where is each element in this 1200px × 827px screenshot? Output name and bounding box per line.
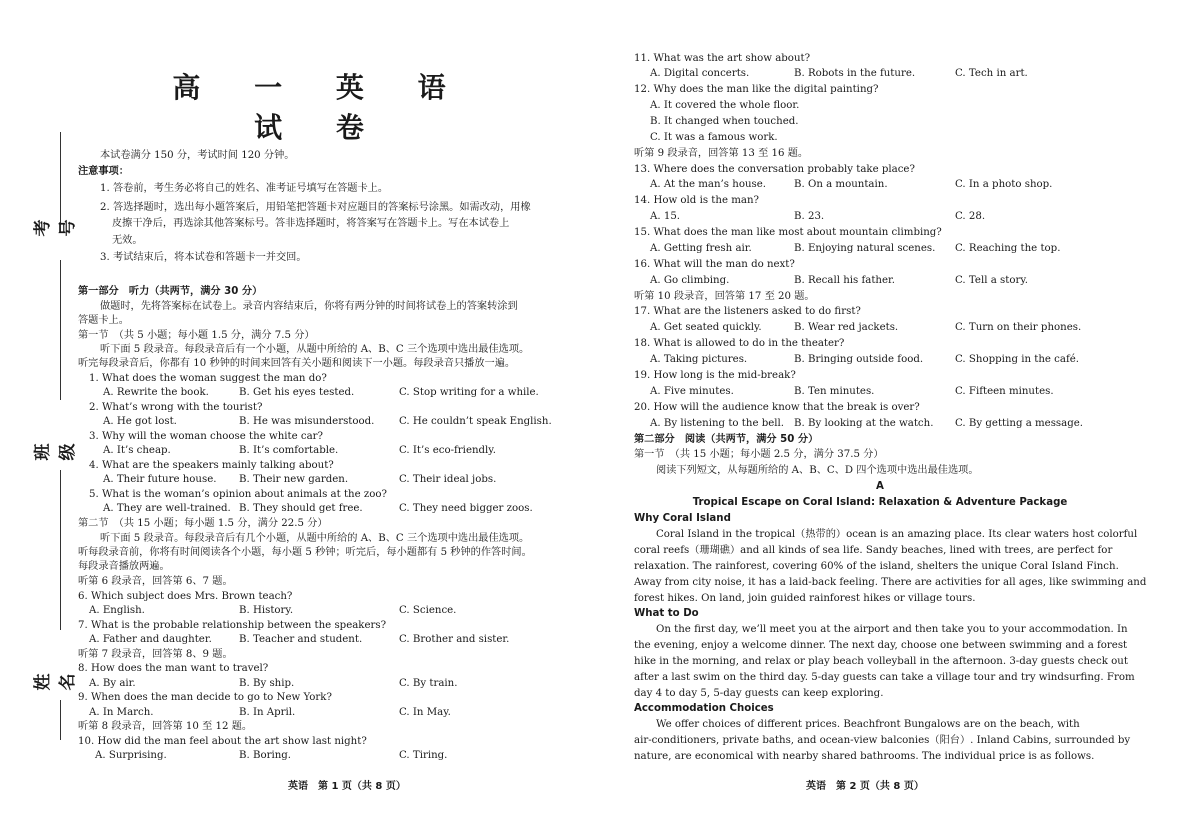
- option-a: A. Taking pictures.: [650, 354, 748, 365]
- paragraph-line: the evening, enjoy a welcome dinner. The next day, choose one between swimming and a forest: [634, 640, 1128, 651]
- option-b: B. Get his eyes tested.: [239, 387, 355, 398]
- notice-line: 皮擦干净后，再选涂其他答案标号。答非选择题时，将答案写在答题卡上。写在本试卷上: [112, 218, 510, 229]
- option-c: C. In a photo shop.: [955, 179, 1053, 190]
- question-15: 15. What does the man like most about mountain climbing?: [634, 227, 942, 238]
- question-19: 19. How long is the mid-break?: [634, 370, 796, 381]
- option-c: C. Tiring.: [399, 750, 448, 761]
- passage-title: Tropical Escape on Coral Island: Relaxation & Adventure Package: [692, 497, 1068, 508]
- binding-line: [60, 260, 61, 400]
- todo-heading: What to Do: [634, 608, 699, 619]
- question-7: 7. What is the probable relationship between the speakers?: [78, 620, 387, 631]
- question-20: 20. How will the audience know that the break is over?: [634, 402, 920, 413]
- option-a: A. English.: [89, 605, 145, 616]
- question-16: 16. What will the man do next?: [634, 259, 795, 270]
- option-a: A. Get seated quickly.: [650, 322, 762, 333]
- option-b: B. Boring.: [239, 750, 292, 761]
- option-a: A. 15.: [650, 211, 681, 222]
- section2-instruction: 每段录音播放两遍。: [78, 561, 170, 572]
- section2-instruction: 听下面 5 段录音。每段录音后有几个小题，从题中所给的 A、B、C 三个选项中选出最佳选项。: [100, 533, 530, 544]
- option-a: A. He got lost.: [103, 416, 177, 427]
- option-a: A. By listening to the bell.: [650, 418, 785, 429]
- paragraph-line: forest hikes. On land, join guided rainforest hikes or village tours.: [634, 593, 976, 604]
- page-title: 高 一 英 语 试 卷: [172, 71, 468, 144]
- option-c: C. Science.: [399, 605, 457, 616]
- paragraph-line: Coral Island in the tropical（热带的）ocean is an amazing place. Its clear waters host colorful: [656, 529, 1138, 540]
- option-a: A. At the man’s house.: [650, 179, 767, 190]
- part2-heading: 第二部分 阅读（共两节，满分 50 分）: [634, 434, 819, 445]
- question-6: 6. Which subject does Mrs. Brown teach?: [78, 591, 293, 602]
- option-c: C. Tech in art.: [955, 68, 1028, 79]
- option-c: C. 28.: [955, 211, 986, 222]
- option-c: C. In May.: [399, 707, 451, 718]
- option-c: C. By getting a message.: [955, 418, 1084, 429]
- option-a: A. Their future house.: [103, 474, 217, 485]
- option-a: A. Rewrite the book.: [103, 387, 209, 398]
- option-c: C. Brother and sister.: [399, 634, 510, 645]
- option-b: B. 23.: [794, 211, 825, 222]
- option-c: C. Turn on their phones.: [955, 322, 1082, 333]
- listening-prompt: 听第 6 段录音，回答第 6、7 题。: [78, 576, 233, 587]
- question-1: 1. What does the woman suggest the man do?: [89, 373, 327, 384]
- paragraph-line: after a last swim on the third day. 5-day guests can take a village tour and try windsurfing. From: [634, 672, 1135, 683]
- option-c: C. He couldn’t speak English.: [399, 416, 552, 427]
- question-5: 5. What is the woman’s opinion about animals at the zoo?: [89, 489, 387, 500]
- question-18: 18. What is allowed to do in the theater?: [634, 338, 845, 349]
- question-4: 4. What are the speakers mainly talking about?: [89, 460, 334, 471]
- question-9: 9. When does the man decide to go to New York?: [78, 692, 332, 703]
- question-2: 2. What’s wrong with the tourist?: [89, 402, 263, 413]
- section1-instruction: 听下面 5 段录音。每段录音后有一个小题，从题中所给的 A、B、C 三个选项中选出最佳选项。: [100, 344, 530, 355]
- listening-prompt: 听第 7 段录音，回答第 8、9 题。: [78, 649, 233, 660]
- question-10: 10. How did the man feel about the art show last night?: [78, 736, 367, 747]
- option-b: B. Teacher and student.: [239, 634, 363, 645]
- option-c: C. Stop writing for a while.: [399, 387, 539, 398]
- section1-instruction: 听完每段录音后，你都有 10 秒钟的时间来回答有关小题和阅读下一小题。每段录音只播放一遍。: [78, 358, 516, 369]
- part1-instruction: 答题卡上。: [78, 315, 129, 326]
- part1-heading: 第一部分 听力（共两节，满分 30 分）: [78, 286, 263, 297]
- section2-instruction: 听每段录音前，你将有时间阅读各个小题，每小题 5 秒钟；听完后，每小题都有 5 秒钟的作答时间。: [78, 547, 532, 558]
- option-b: B. By looking at the watch.: [794, 418, 934, 429]
- name-label: 姓名: [33, 673, 78, 691]
- question-11: 11. What was the art show about?: [634, 53, 811, 64]
- option-b: B. Recall his father.: [794, 275, 895, 286]
- paragraph-line: day 4 to day 5, 5-day guests can keep exploring.: [634, 688, 884, 699]
- option-c: C. It was a famous work.: [650, 132, 778, 143]
- option-a: A. It’s cheap.: [103, 445, 171, 456]
- exam-intro: 本试卷满分 150 分，考试时间 120 分钟。: [100, 150, 295, 161]
- option-b: B. Their new garden.: [239, 474, 349, 485]
- option-a: A. In March.: [89, 707, 154, 718]
- option-a: A. It covered the whole floor.: [650, 100, 800, 111]
- exam-number-label: 考号: [33, 219, 78, 237]
- paragraph-line: relaxation. The rainforest, covering 60% of the island, shelters the unique Coral Island Finch.: [634, 561, 1119, 572]
- paragraph-line: We offer choices of different prices. Beachfront Bungalows are on the beach, with: [656, 719, 1080, 730]
- reading-section1-heading: 第一节 （共 15 小题；每小题 2.5 分，满分 37.5 分）: [634, 449, 884, 460]
- option-b: B. It’s comfortable.: [239, 445, 339, 456]
- paragraph-line: nature, are economical with nearby shared bathrooms. The individual price is as follows.: [634, 751, 1095, 762]
- listening-prompt: 听第 10 段录音，回答第 17 至 20 题。: [634, 291, 815, 302]
- binding-line: [60, 470, 61, 630]
- option-a: A. By air.: [89, 678, 136, 689]
- option-a: A. Go climbing.: [650, 275, 730, 286]
- question-17: 17. What are the listeners asked to do first?: [634, 306, 861, 317]
- option-b: B. History.: [239, 605, 294, 616]
- paragraph-line: air-conditioners, private baths, and ocean-view balconies（阳台）. Inland Cabins, surrounded by: [634, 735, 1131, 746]
- question-3: 3. Why will the woman choose the white car?: [89, 431, 323, 442]
- option-b: B. Enjoying natural scenes.: [794, 243, 936, 254]
- paragraph-line: hike in the morning, and relax or play beach volleyball in the afternoon. 3-day guests check out: [634, 656, 1128, 667]
- option-a: A. Father and daughter.: [89, 634, 212, 645]
- option-b: B. On a mountain.: [794, 179, 888, 190]
- section2-heading: 第二节 （共 15 小题；每小题 1.5 分，满分 22.5 分）: [78, 518, 328, 529]
- notice-line: 3. 考试结束后，将本试卷和答题卡一并交回。: [100, 252, 307, 263]
- notice-heading: 注意事项：: [78, 166, 129, 177]
- question-13: 13. Where does the conversation probably take place?: [634, 164, 915, 175]
- page-footer: 英语 第 1 页（共 8 页）: [288, 781, 406, 792]
- option-a: A. Digital concerts.: [650, 68, 750, 79]
- option-b: B. He was misunderstood.: [239, 416, 375, 427]
- page-right: [600, 0, 1200, 827]
- notice-line: 2. 答选择题时，选出每小题答案后，用铅笔把答题卡对应题目的答案标号涂黑。如需改动，用橡: [100, 202, 531, 213]
- option-a: A. Getting fresh air.: [650, 243, 752, 254]
- option-b: B. Wear red jackets.: [794, 322, 899, 333]
- listening-prompt: 听第 8 段录音，回答第 10 至 12 题。: [78, 721, 253, 732]
- notice-line: 1. 答卷前，考生务必将自己的姓名、准考证号填写在答题卡上。: [100, 183, 389, 194]
- option-c: C. It’s eco-friendly.: [399, 445, 496, 456]
- option-b: B. It changed when touched.: [650, 116, 799, 127]
- page-footer: 英语 第 2 页（共 8 页）: [806, 781, 924, 792]
- question-14: 14. How old is the man?: [634, 195, 759, 206]
- part1-instruction: 做题时，先将答案标在试卷上。录音内容结束后，你将有两分钟的时间将试卷上的答案转涂到: [100, 301, 518, 312]
- option-b: B. By ship.: [239, 678, 295, 689]
- paragraph-line: Away from city noise, it has a laid-back feeling. There are activities for all ages, like swimming and: [634, 577, 1147, 588]
- option-b: B. Robots in the future.: [794, 68, 916, 79]
- paragraph-line: coral reefs（珊瑚礁）and all kinds of sea life. Sandy beaches, lined with trees, are perfect for: [634, 545, 1113, 556]
- option-a: A. Surprising.: [95, 750, 167, 761]
- option-c: C. They need bigger zoos.: [399, 503, 533, 514]
- question-12: 12. Why does the man like the digital painting?: [634, 84, 879, 95]
- option-c: C. Shopping in the café.: [955, 354, 1080, 365]
- option-b: B. Ten minutes.: [794, 386, 875, 397]
- paragraph-line: On the first day, we’ll meet you at the airport and then take you to your accommodation. In: [656, 624, 1128, 635]
- option-c: C. Their ideal jobs.: [399, 474, 497, 485]
- option-a: A. They are well-trained.: [103, 503, 231, 514]
- option-b: B. In April.: [239, 707, 296, 718]
- why-heading: Why Coral Island: [634, 513, 731, 524]
- accommodation-heading: Accommodation Choices: [634, 703, 774, 714]
- reading-instruction: 阅读下列短文，从每题所给的 A、B、C、D 四个选项中选出最佳选项。: [656, 465, 979, 476]
- listening-prompt: 听第 9 段录音，回答第 13 至 16 题。: [634, 148, 809, 159]
- option-b: B. They should get free.: [239, 503, 363, 514]
- option-c: C. Tell a story.: [955, 275, 1028, 286]
- question-8: 8. How does the man want to travel?: [78, 663, 269, 674]
- option-c: C. Fifteen minutes.: [955, 386, 1054, 397]
- option-c: C. By train.: [399, 678, 458, 689]
- binding-line: [60, 700, 61, 740]
- passage-letter: A: [876, 481, 884, 492]
- option-a: A. Five minutes.: [650, 386, 734, 397]
- section1-heading: 第一节 （共 5 小题；每小题 1.5 分，满分 7.5 分）: [78, 330, 315, 341]
- class-label: 班级: [33, 443, 78, 461]
- notice-line: 无效。: [112, 235, 143, 246]
- option-b: B. Bringing outside food.: [794, 354, 924, 365]
- option-c: C. Reaching the top.: [955, 243, 1061, 254]
